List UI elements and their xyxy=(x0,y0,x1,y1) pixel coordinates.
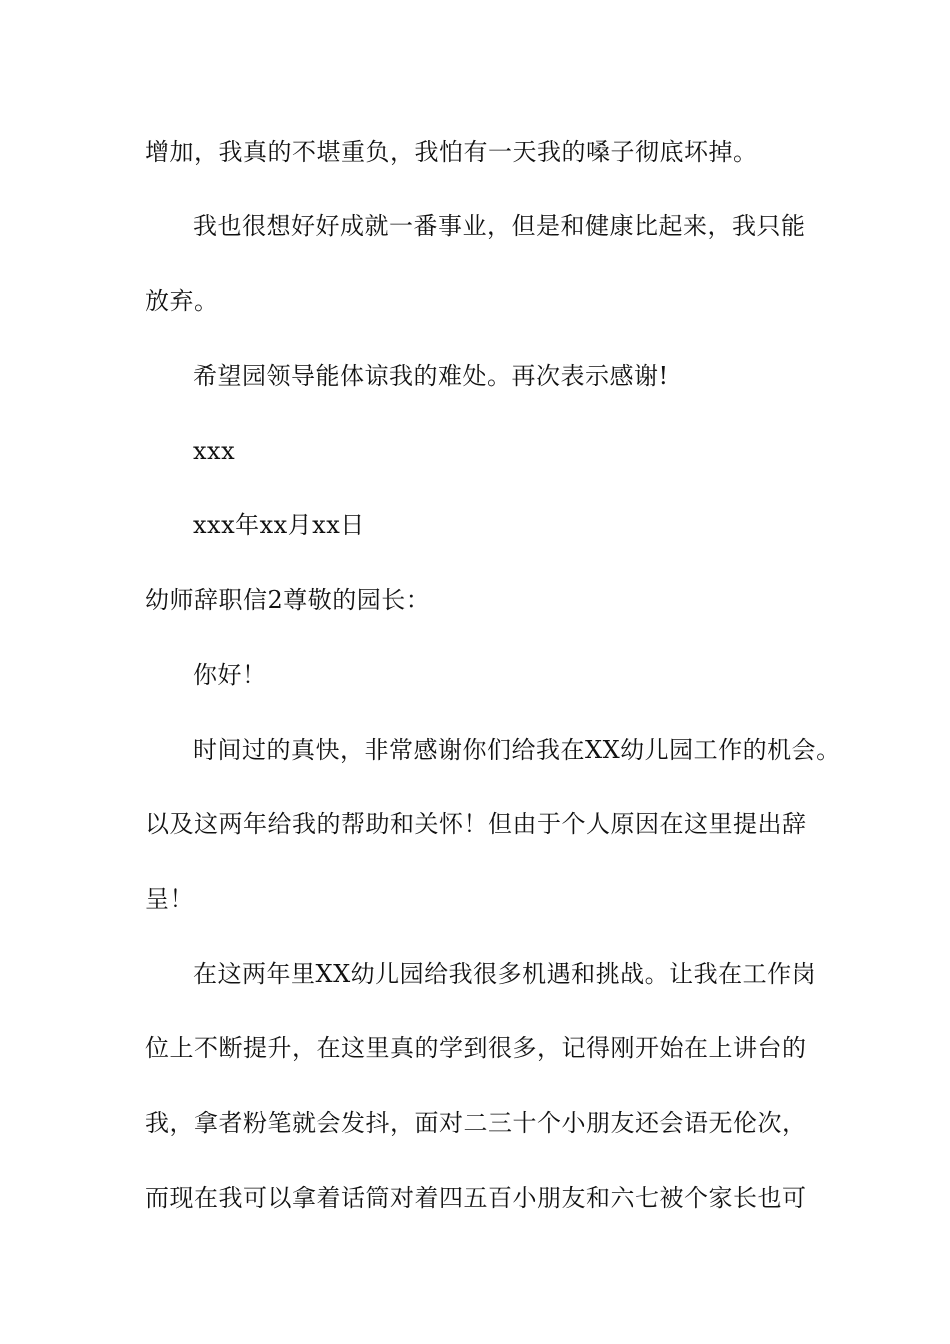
signature-name: xxx xyxy=(193,437,236,465)
letter-heading: 幼师辞职信2尊敬的园长： xyxy=(145,586,431,614)
text-line-15: 而现在我可以拿着话筒对着四五百小朋友和六七被个家长也可 xyxy=(145,1184,807,1212)
text-line-9: 时间过的真快，非常感谢你们给我在XX幼儿园工作的机会。 xyxy=(193,736,841,764)
text-line-2: 我也很想好好成就一番事业，但是和健康比起来，我只能 xyxy=(193,212,806,240)
greeting: 你好！ xyxy=(193,661,267,689)
text-line-12: 在这两年里XX幼儿园给我很多机遇和挑战。让我在工作岗 xyxy=(193,960,817,988)
signature-date: xxx年xx月xx日 xyxy=(193,511,365,539)
text-line-11: 呈！ xyxy=(145,885,194,913)
text-line-1: 增加，我真的不堪重负，我怕有一天我的嗓子彻底坏掉。 xyxy=(145,138,758,166)
text-line-13: 位上不断提升，在这里真的学到很多，记得刚开始在上讲台的 xyxy=(145,1034,807,1062)
text-line-4: 希望园领导能体谅我的难处。再次表示感谢! xyxy=(193,362,669,390)
text-line-3: 放弃。 xyxy=(145,287,219,315)
text-line-14: 我，拿者粉笔就会发抖，面对二三十个小朋友还会语无伦次， xyxy=(145,1109,807,1137)
text-line-10: 以及这两年给我的帮助和关怀！但由于个人原因在这里提出辞 xyxy=(145,810,807,838)
